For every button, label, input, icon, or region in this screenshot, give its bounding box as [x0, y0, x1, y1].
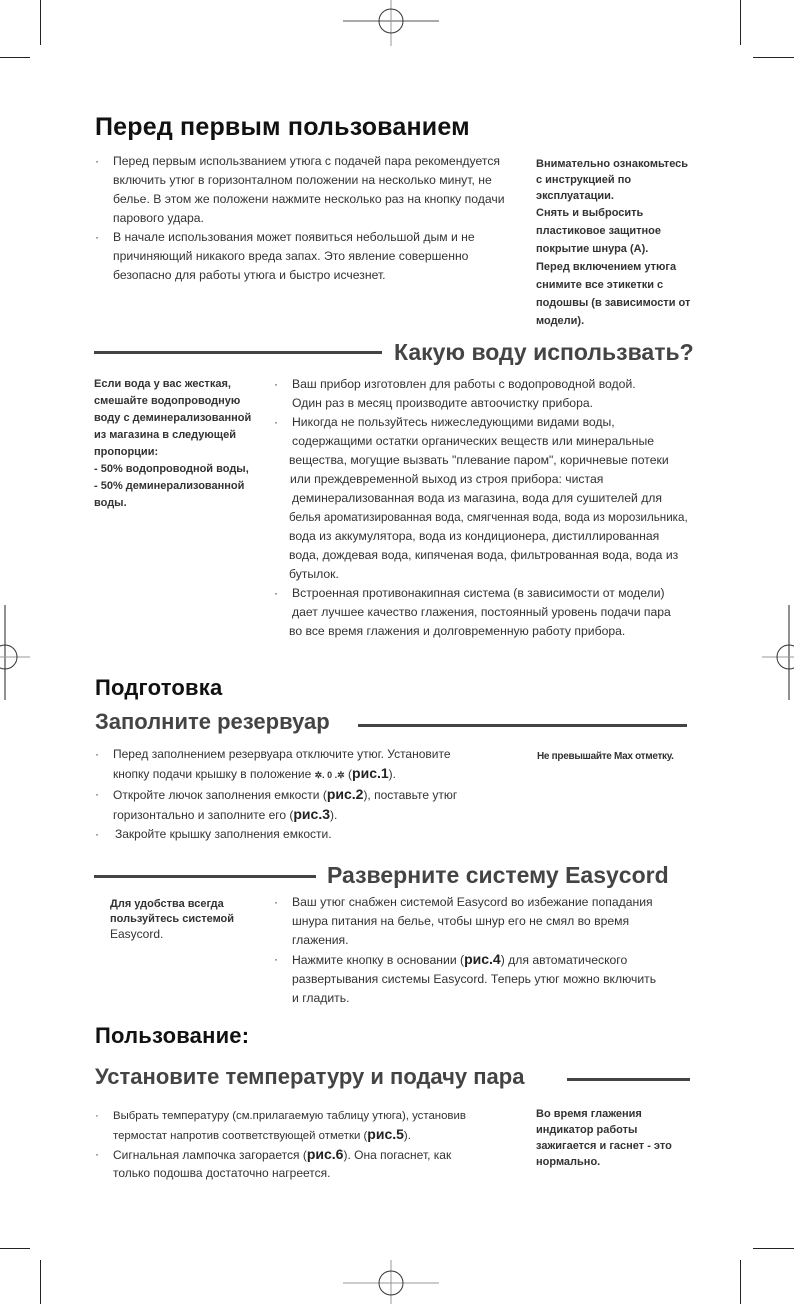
list-item	[274, 950, 704, 1008]
text-line: смешайте водопроводную	[94, 395, 241, 407]
text-line: шнура питания на белье, чтобы шнур его не смял во время	[292, 914, 630, 928]
text-fragment: ). Она погаснет, как	[343, 1148, 452, 1162]
text-line: Easycord.	[110, 927, 164, 941]
text-line: Ваш прибор изготовлен для работы с водопроводной водой.	[292, 377, 636, 391]
text-line: Выбрать температуру (см.прилагаемую таблицу утюга), установив	[113, 1110, 466, 1122]
section-rule	[94, 351, 382, 354]
text-line: Если вода у вас жесткая,	[94, 378, 231, 390]
text-line	[113, 1145, 515, 1164]
steam-position-symbol: ✲. 0 .✲	[314, 770, 345, 780]
text-fragment: ), поставьте утюг	[363, 788, 458, 802]
text-line	[292, 950, 704, 970]
text-line: пластиковое защитное	[536, 225, 661, 237]
subsection-title-temperature-steam: Установите температуру и подачу пара	[95, 1064, 525, 1089]
text-fragment: термостат напротив соответствующей отметки (	[113, 1130, 368, 1142]
registration-mark-top-icon	[343, 0, 439, 46]
water-side-note	[94, 376, 269, 512]
text-line: Во время глажения	[536, 1108, 642, 1120]
text-line: вещества, могущие вызвать "плевание паром", коричневые потеки	[289, 453, 669, 467]
bullet-icon: ·	[274, 377, 279, 391]
list-item	[95, 785, 515, 825]
water-bullets	[274, 375, 704, 641]
text-line: белье. В этом же положени нажмите несколько раз на кнопку подачи	[113, 192, 505, 206]
figure-ref: рис.2	[326, 786, 364, 802]
crop-mark-top-left-h	[0, 57, 30, 58]
first-use-bullets	[95, 152, 525, 285]
text-line: Для удобства всегда	[110, 898, 224, 910]
text-line: бутылок.	[289, 567, 339, 581]
text-line: с инструкцией по	[536, 174, 632, 186]
crop-mark-top-right	[740, 0, 741, 45]
text-line	[113, 805, 515, 825]
text-line: нормально.	[536, 1156, 601, 1168]
bullet-icon: ·	[274, 952, 279, 966]
text-line: Один раз в месяц производите автоочистку прибора.	[292, 396, 594, 410]
text-line: зажигается и гаснет - это	[536, 1140, 672, 1152]
list-item	[274, 375, 704, 413]
text-line: снимите все этикетки с	[536, 279, 664, 291]
text-line: из магазина в следующей	[94, 429, 236, 441]
text-line: вода из аккумулятора, вода из кондиционера, дистиллированная	[289, 529, 660, 543]
list-item	[274, 584, 704, 641]
bullet-icon: ·	[95, 230, 100, 244]
text-line: покрытие шнура (А).	[536, 243, 649, 255]
text-line: только подошва достаточно нагреется.	[113, 1166, 331, 1180]
text-fragment: ).	[403, 1130, 411, 1142]
crop-mark-top-left	[40, 0, 41, 45]
bullet-icon: ·	[274, 415, 279, 429]
section-rule	[94, 875, 316, 878]
figure-ref: рис.5	[367, 1126, 404, 1142]
list-item	[95, 1145, 515, 1182]
text-line: - 50% деминерализованной	[94, 480, 245, 492]
text-line	[113, 785, 515, 805]
text-line: воды.	[94, 497, 127, 509]
text-line: вода, дождевая вода, кипяченая вода, фильтрованная вода, вода из	[289, 548, 679, 562]
preparation-bullets	[95, 745, 515, 844]
text-fragment: Сигнальная лампочка загорается (	[113, 1148, 307, 1162]
easycord-bullets	[274, 893, 704, 1008]
figure-ref: рис.1	[352, 765, 389, 781]
text-line: включить утюг в горизонталном положении на несколько минут, не	[113, 173, 492, 187]
text-line: глажения.	[292, 933, 349, 947]
text-line: индикатор работы	[536, 1124, 638, 1136]
bullet-icon: ·	[95, 1110, 99, 1122]
section-title-easycord: Разверните систему Easycord	[327, 862, 669, 888]
crop-mark-bottom-right-h	[753, 1248, 794, 1249]
bullet-icon: ·	[95, 154, 100, 168]
text-line: во все время глажения и долговременную работу прибора.	[289, 624, 626, 638]
text-line: Встроенная противонакипная система (в зависимости от модели)	[292, 586, 665, 600]
text-fragment: ) для автоматического	[500, 953, 628, 967]
text-fragment: Нажмите кнопку в основании (	[292, 953, 465, 967]
text-line: В начале использования может появиться небольшой дым и не	[113, 230, 475, 244]
text-fragment: ).	[388, 767, 397, 781]
bullet-icon: ·	[274, 586, 279, 600]
text-line: эксплуатации.	[536, 190, 614, 202]
text-line: пользуйтесь системой	[110, 913, 235, 925]
crop-mark-top-right-h	[753, 57, 794, 58]
text-line: Внимательно ознакомьтесь	[536, 158, 689, 170]
bullet-icon: ·	[95, 1147, 99, 1161]
list-item	[95, 1107, 515, 1145]
text-line: - 50% водопроводной воды,	[94, 463, 249, 475]
preparation-side-note: Не превышайте Max отметку.	[537, 751, 674, 762]
text-line: белья ароматизированная вода, смягченная вода, вода из морозильника,	[289, 511, 688, 524]
text-fragment: кнопку подачи крышку в положение	[113, 767, 315, 781]
section-title-water: Какую воду использвать?	[394, 339, 694, 365]
text-line: и гладить.	[292, 991, 350, 1005]
bullet-icon: ·	[274, 895, 279, 909]
text-fragment: (	[344, 767, 353, 781]
text-line: парового удара.	[113, 211, 204, 225]
section-title-first-use: Перед первым пользованием	[95, 113, 470, 141]
section-title-usage: Пользование:	[95, 1023, 250, 1048]
text-line	[113, 1125, 515, 1145]
figure-ref: рис.4	[464, 951, 501, 967]
figure-ref: рис.6	[306, 1146, 344, 1162]
text-line: развертывания системы Easycord. Теперь утюг можно включить	[292, 972, 657, 986]
registration-mark-left-icon	[0, 605, 32, 700]
text-line: воду с деминерализованной	[94, 412, 252, 424]
easycord-side-note	[110, 897, 270, 942]
text-line	[113, 764, 515, 785]
registration-mark-bottom-icon	[343, 1260, 439, 1304]
text-line: подошвы (в зависимости от	[536, 297, 691, 309]
text-line: содержащими остатки органических веществ или минеральные	[292, 434, 654, 448]
text-line: Ваш утюг снабжен системой Easycord во избежание попадания	[292, 895, 653, 909]
list-item	[95, 825, 515, 844]
figure-ref: рис.3	[293, 806, 330, 822]
text-line: или преждевременной выход из строя прибора: чистая	[290, 472, 604, 486]
text-line: пропорции:	[94, 446, 159, 458]
list-item	[95, 745, 515, 785]
crop-mark-bottom-left	[40, 1260, 41, 1304]
text-fragment: горизонтально и заполните его (	[113, 808, 294, 822]
crop-mark-bottom-left-h	[0, 1248, 30, 1249]
text-line: Закройте крышку заполнения емкости.	[115, 827, 332, 841]
text-line: дает лучшее качество глажения, постоянный уровень подачи пара	[292, 605, 671, 619]
text-line: Снять и выбросить	[536, 207, 644, 219]
text-line: Перед первым использванием утюга с подачей пара рекомендуется	[113, 154, 501, 168]
section-title-preparation: Подготовка	[95, 675, 223, 700]
text-line: Никогда не пользуйтесь нижеследующими видами воды,	[292, 415, 615, 429]
usage-side-note	[536, 1106, 711, 1170]
text-line: Перед включением утюга	[536, 261, 677, 273]
subsection-title-fill-tank: Заполните резервуар	[95, 709, 330, 734]
text-line: безопасно для работы утюга и быстро исчезнет.	[113, 268, 386, 282]
text-fragment: ).	[330, 808, 338, 822]
text-line: Перед заполнением резервуара отключите утюг. Установите	[113, 747, 451, 761]
first-use-side-note	[536, 156, 711, 329]
text-line: деминерализованная вода из магазина, вода для сушителей для	[292, 491, 663, 505]
list-item	[95, 228, 525, 285]
registration-mark-right-icon	[762, 605, 794, 700]
text-fragment: Откройте лючок заполнения емкости (	[113, 788, 327, 802]
bullet-icon: ·	[95, 827, 99, 841]
list-item	[274, 893, 704, 950]
list-item	[274, 413, 704, 584]
text-line: причиняющий никакого вреда запах. Это явление совершенно	[113, 249, 469, 263]
crop-mark-bottom-right	[740, 1260, 741, 1304]
bullet-icon: ·	[95, 747, 99, 761]
section-rule	[358, 724, 687, 727]
text-line: модели).	[536, 315, 585, 327]
bullet-icon: ·	[95, 787, 99, 801]
list-item	[95, 152, 525, 228]
usage-bullets	[95, 1107, 515, 1182]
section-rule	[567, 1078, 690, 1081]
